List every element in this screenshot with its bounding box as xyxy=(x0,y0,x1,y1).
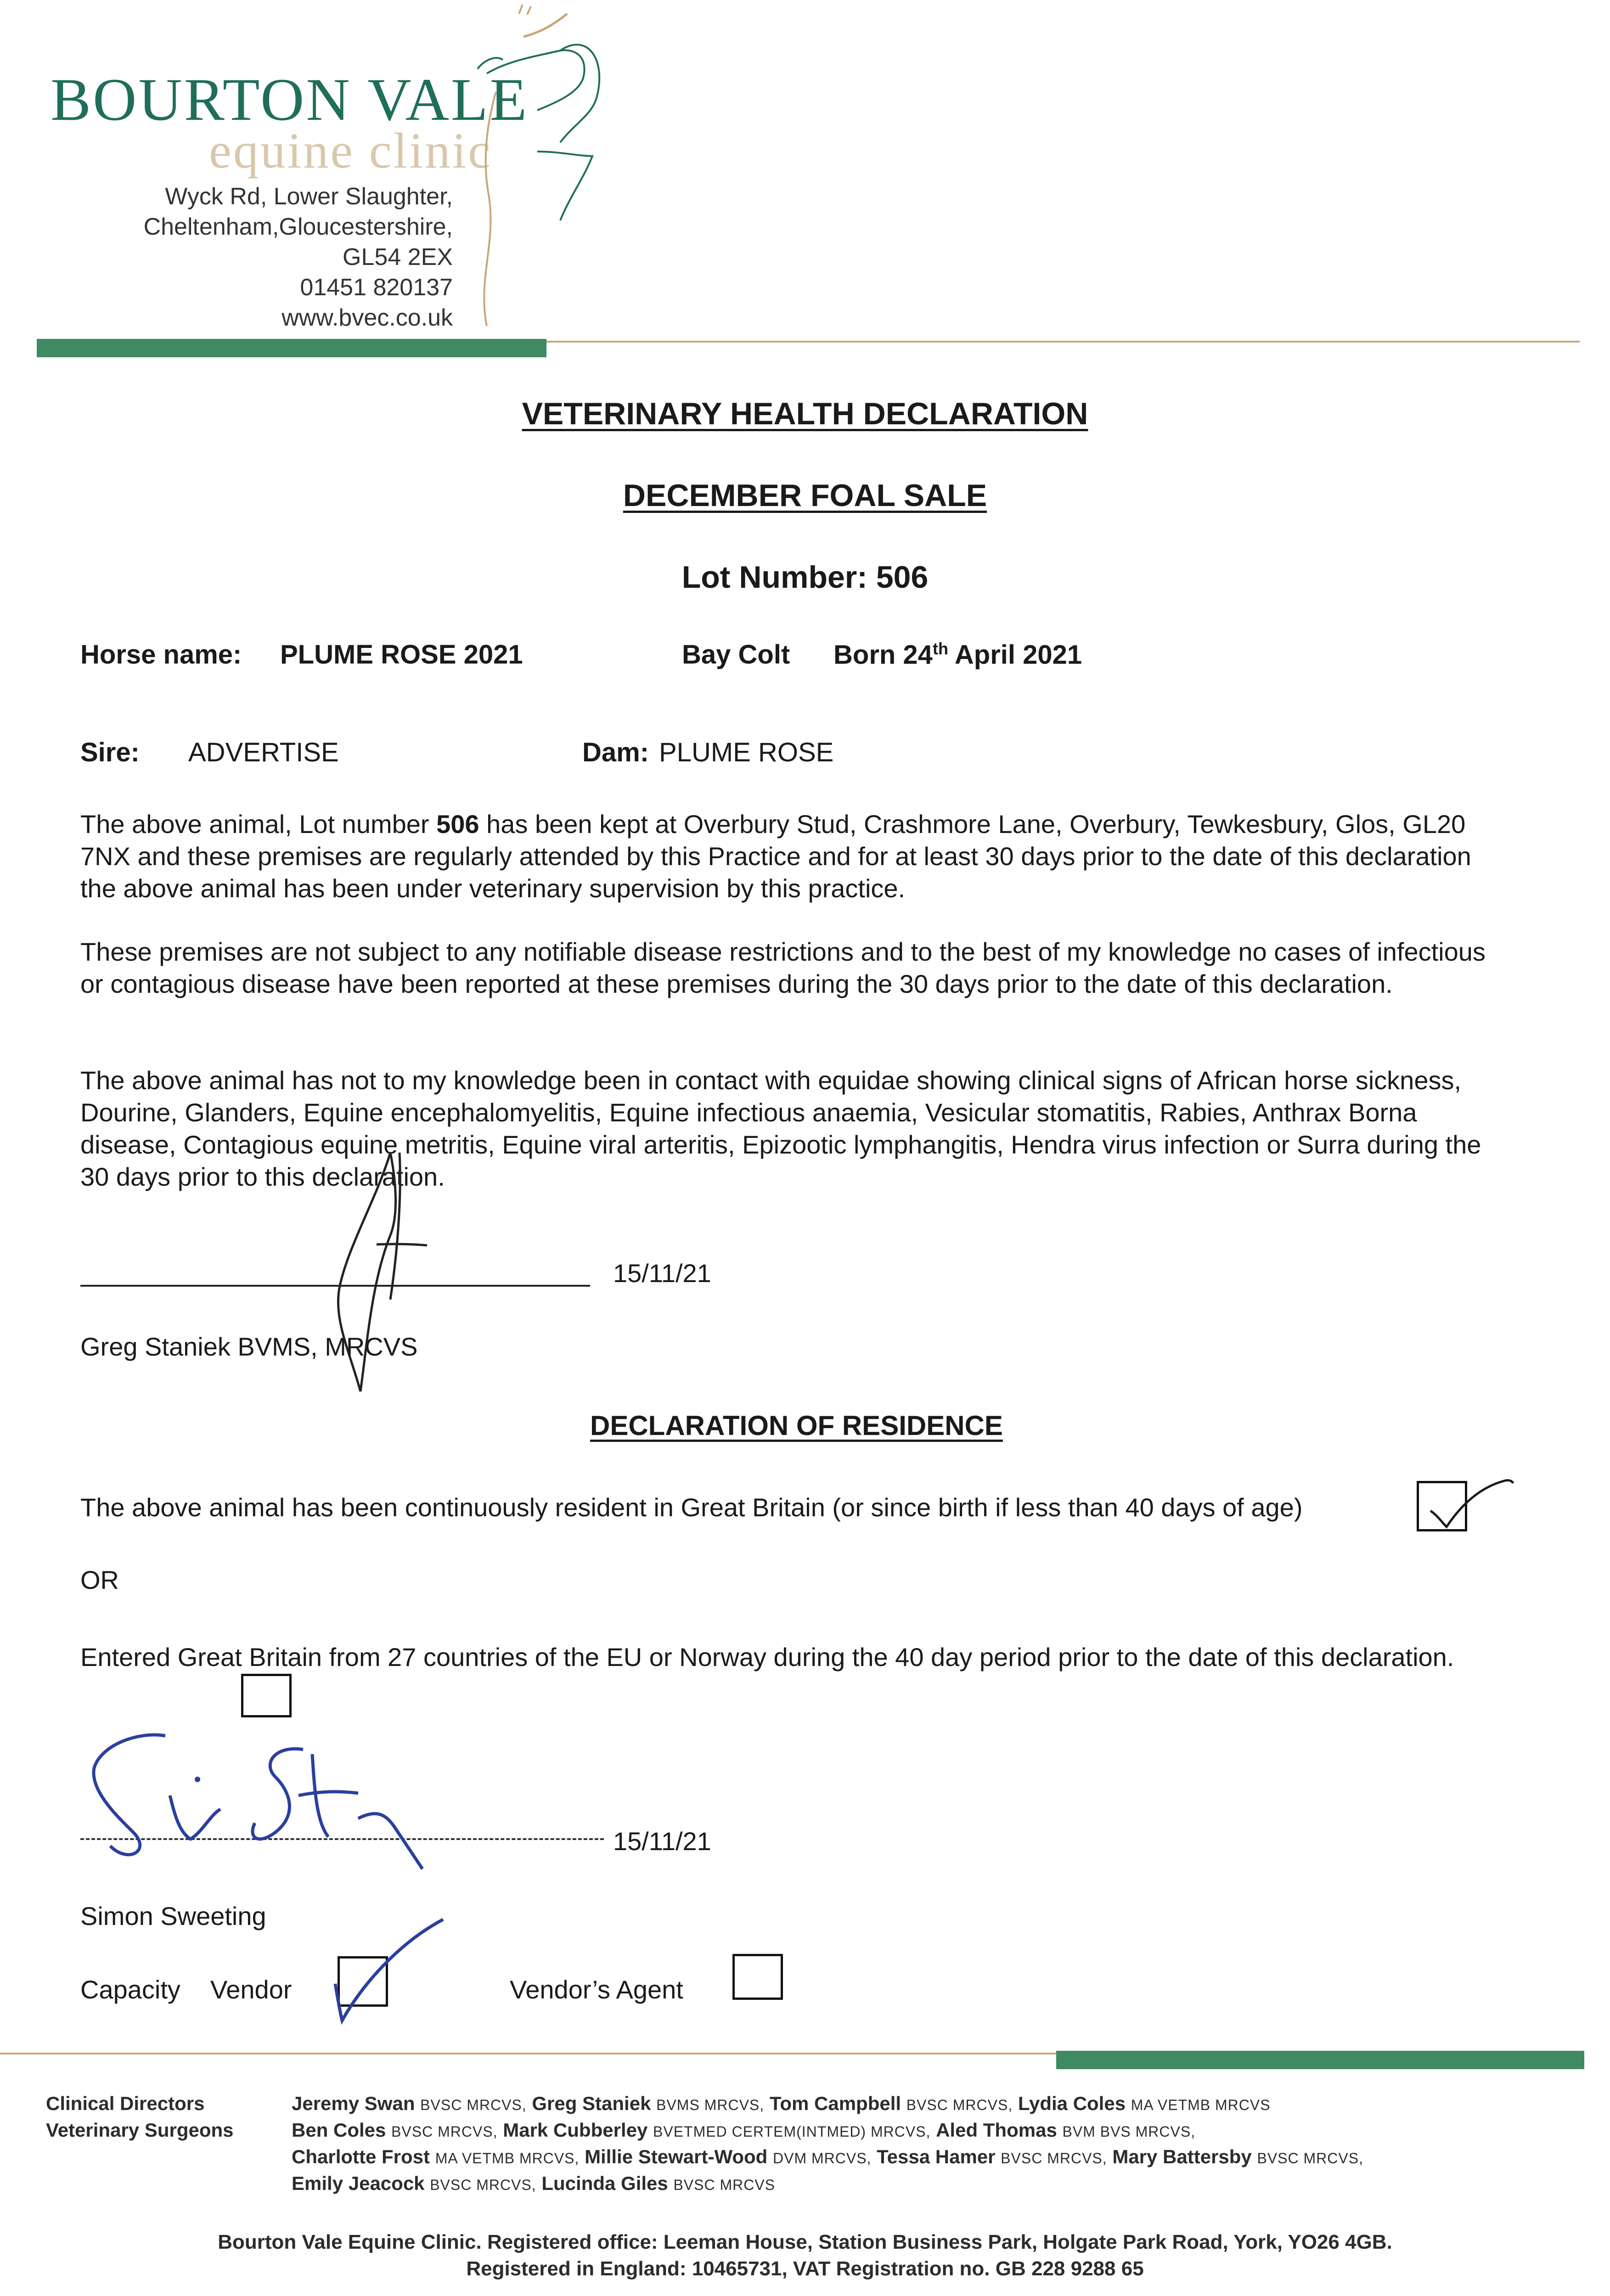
veterinary-surgeons-label: Veterinary Surgeons xyxy=(46,2119,234,2141)
horse-name-value: PLUME ROSE 2021 xyxy=(280,640,523,670)
header-gold-rule xyxy=(546,341,1580,343)
lot-number-heading: Lot Number: 506 xyxy=(681,560,929,595)
residence-option-eu-entry: Entered Great Britain from 27 countries of the EU or Norway during the 40 day period prior to the date of this declaration. xyxy=(80,1643,1454,1671)
residence-heading: DECLARATION OF RESIDENCE xyxy=(590,1410,1003,1441)
footer-gold-rule xyxy=(0,2053,1056,2054)
clinical-directors-label: Clinical Directors xyxy=(46,2093,205,2114)
sire-value: ADVERTISE xyxy=(188,737,339,767)
company-registration: Registered in England: 10465731, VAT Registration no. GB 228 9288 65 xyxy=(466,2257,1144,2280)
staff-list-line-3: Charlotte Frost MA VETMB MRCVS, Millie Stewart-Wood DVM MRCVS, Tessa Hamer BVSC MRCVS, Mary Battersby BVSC MRCVS, xyxy=(292,2146,1363,2167)
declaration-paragraph-contact: The above animal has not to my knowledge been in contact with equidae showing clinical signs of African horse sickness, Dourine, Glanders, Equine encephalomyelitis, Equine infectious anaemia, Vesicular stomatitis, Rabies, Anthrax Borna disease, Contagious equine metritis, Equine viral arteritis, Epizootic lymphangitis, Hendra virus infection or Surra during the 30 days prior to this declaration. xyxy=(80,1066,1481,1191)
header-green-rule xyxy=(37,339,546,357)
lot-number: 506 xyxy=(876,560,929,595)
sire-label: Sire: xyxy=(80,737,140,767)
clinic-address-postcode: GL54 2EX xyxy=(343,244,453,270)
residence-eu-entry-checkbox[interactable] xyxy=(241,1674,292,1717)
horse-born-date: Born 24th April 2021 xyxy=(833,639,1082,670)
capacity-label: Capacity xyxy=(80,1975,180,2004)
vendor-capacity-checkmark-icon xyxy=(321,1906,455,2025)
footer-green-rule xyxy=(1056,2051,1584,2069)
dam-value: PLUME ROSE xyxy=(659,737,834,767)
dam-label: Dam: xyxy=(582,737,649,767)
sale-title: DECEMBER FOAL SALE xyxy=(623,478,987,513)
vendor-signature xyxy=(83,1727,459,1874)
vendor-name: Simon Sweeting xyxy=(80,1902,266,1930)
residence-option-continuous: The above animal has been continuously resident in Great Britain (or since birth if less than 40 days of age) xyxy=(80,1493,1303,1522)
clinic-logo-subtitle: equine clinic xyxy=(209,123,493,179)
or-label: OR xyxy=(80,1565,119,1594)
horse-sex: Bay Colt xyxy=(682,640,790,670)
vendors-agent-label: Vendor’s Agent xyxy=(510,1975,683,2004)
vet-signature-date: 15/11/21 xyxy=(613,1259,711,1288)
clinic-phone: 01451 820137 xyxy=(300,274,453,301)
vendors-agent-checkbox[interactable] xyxy=(732,1954,783,2000)
staff-list-line-1: Jeremy Swan BVSC MRCVS, Greg Staniek BVMS MRCVS, Tom Campbell BVSC MRCVS, Lydia Coles MA VETMB MRCVS xyxy=(292,2093,1271,2114)
document-title: VETERINARY HEALTH DECLARATION xyxy=(522,396,1088,431)
clinic-address-street: Wyck Rd, Lower Slaughter, xyxy=(165,183,453,210)
registered-office: Bourton Vale Equine Clinic. Registered office: Leeman House, Station Business Park, Holgate Park Road, York, YO26 4GB. xyxy=(218,2231,1392,2253)
staff-list-line-4: Emily Jeacock BVSC MRCVS, Lucinda Giles BVSC MRCVS xyxy=(292,2172,776,2194)
vet-name: Greg Staniek BVMS, MRCVS xyxy=(80,1332,418,1361)
declaration-paragraph-restrictions: These premises are not subject to any notifiable disease restrictions and to the best of my knowledge no cases of infectious or contagious disease have been reported at these premises during the 30 days prior to the date of this declaration. xyxy=(80,937,1486,998)
clinic-address-town: Cheltenham,Gloucestershire, xyxy=(143,214,453,240)
vendor-label: Vendor xyxy=(210,1975,292,2004)
declaration-paragraph-premises: The above animal, Lot number 506 has been kept at Overbury Stud, Crashmore Lane, Overbury, Tewkesbury, Glos, GL20 7NX and these premises are regularly attended by this Practice and for at least 30 days prior to the date of this declaration the above animal has been under veterinary supervision by this practice. xyxy=(80,810,1471,903)
vendor-signature-date: 15/11/21 xyxy=(613,1827,711,1856)
clinic-logo-name: BOURTON VALE xyxy=(51,66,529,133)
clinic-website: www.bvec.co.uk xyxy=(281,304,453,331)
staff-list-line-2: Ben Coles BVSC MRCVS, Mark Cubberley BVETMED CERTEM(INTMED) MRCVS, Aled Thomas BVM BVS MRCVS, xyxy=(292,2119,1196,2141)
horse-name-label: Horse name: xyxy=(80,640,242,670)
residence-continuous-checkmark-icon xyxy=(1424,1469,1515,1534)
horse-head-logo-icon xyxy=(468,5,611,335)
